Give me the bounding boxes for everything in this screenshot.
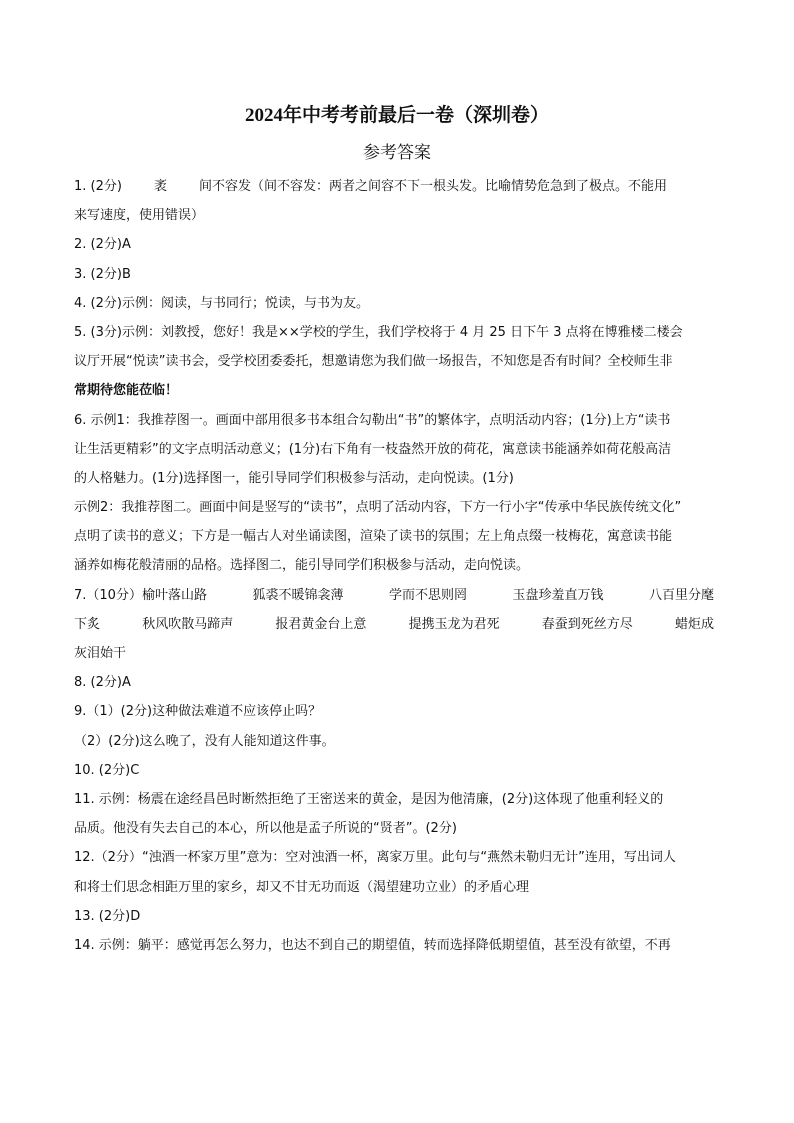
answer-1-line-2: 来写速度，使用错误）: [74, 208, 205, 224]
answer-1-label: 1. (2分): [74, 179, 122, 194]
poem-line: 蜡炬成: [674, 616, 714, 632]
answer-6-line-2: 让生活更精彩”的文字点明活动意义；(1分)右下角有一枝盎然开放的荷花，寓意读书能涵养如荷花般高洁: [74, 441, 672, 457]
page-title: 2024年中考考前最后一卷（深圳卷）: [244, 105, 549, 126]
answer-1-line-1: [74, 172, 724, 201]
answer-7-row-3: 灰泪始干: [74, 646, 127, 661]
poem-line: 玉盘珍羞直万钱: [512, 587, 604, 603]
answer-13: 13. (2分)D: [74, 908, 141, 924]
answer-10: 10. (2分)C: [74, 762, 140, 778]
answer-6-line-6: 涵养如梅花般清丽的品格。选择图二，能引导同学们积极参与活动，走向悦读。: [74, 558, 530, 574]
poem-line: 下炙: [74, 616, 101, 632]
answer-11-line-2: 品质。他没有失去自己的本心，所以他是孟子所说的“贤者”。(2分): [74, 821, 457, 837]
answer-6-line-5: 点明了读书的意义；下方是一幅古人对坐诵读图，渲染了读书的氛围；左上角点缀一枝梅花，寓意读书能: [74, 529, 673, 545]
poem-line: 八百里分麾: [648, 587, 714, 603]
answer-3: 3. (2分)B: [74, 266, 131, 282]
answer-7-row-1: [74, 581, 714, 610]
poem-line: 报君黄金台上意: [275, 616, 367, 632]
answer-12-line-2: 和将士们思念相距万里的家乡，却又不甘无功而返（渴望建功立业）的矛盾心理: [74, 879, 530, 895]
answer-5-line-3: 常期待您能莅临！: [74, 383, 179, 399]
answer-12-line-1: 12.（2分）“浊酒一杯家万里”意为：空对浊酒一杯，离家万里。此句与“燕然未勒归无计”连用，写出词人: [74, 850, 676, 866]
answer-list: [74, 172, 724, 960]
answer-8: 8. (2分)A: [74, 675, 131, 691]
answer-5-line-1: 5. (3分)示例：刘教授，您好！我是××学校的学生，我们学校将于 4 月 25 日下午 3 点将在博雅楼二楼会: [74, 324, 683, 340]
poem-line: 提携玉龙为君死: [408, 616, 500, 632]
poem-line: 春蚕到死丝方尽: [541, 616, 633, 632]
answer-2: 2. (2分)A: [74, 237, 131, 253]
answer-7-row-2: [74, 610, 714, 639]
answer-6-line-1: 6. 示例1：我推荐图一。画面中部用很多书本组合勾勒出“书”的繁体字，点明活动内容；(1分)上方“读书: [74, 412, 671, 428]
poem-line: 秋风吹散马蹄声: [142, 616, 234, 632]
answer-1-word: 袤: [153, 179, 167, 194]
answer-14-line-1: 14. 示例：躺平：感觉再怎么努力，也达不到自己的期望值，转而选择降低期望值，甚至没有欲望，不再: [74, 937, 671, 953]
poem-line: 狐裘不暖锦衾薄: [252, 587, 344, 603]
answer-9-part-1: 9.（1）(2分)这种做法难道不应该停止吗？: [74, 704, 322, 720]
answer-9-part-2: （2）(2分)这么晚了，没有人能知道这件事。: [74, 733, 335, 749]
page-subtitle: 参考答案: [363, 143, 431, 163]
answer-1-text: 间不容发（间不容发：两者之间容不下一根头发。比喻情势危急到了极点。不能用: [198, 179, 667, 194]
answer-4: 4. (2分)示例：阅读，与书同行；悦读，与书为友。: [74, 295, 369, 311]
poem-line: 7.（10分）榆叶落山路: [74, 587, 207, 603]
answer-11-line-1: 11. 示例：杨震在途经昌邑时断然拒绝了王密送来的黄金，是因为他清廉，(2分)这体现了他重利轻义的: [74, 791, 664, 807]
answer-5-line-2: 议厅开展“悦读”读书会，受学校团委委托，想邀请您为我们做一场报告，不知您是否有时间？全校师生非: [74, 354, 673, 370]
answer-6-line-3: 的人格魅力。(1分)选择图一，能引导同学们积极参与活动，走向悦读。(1分): [74, 470, 514, 486]
poem-line: 学而不思则罔: [388, 587, 467, 603]
answer-6-line-4: 示例2：我推荐图二。画面中间是竖写的“读书”，点明了活动内容，下方一行小字“传承中华民族传统文化”: [74, 500, 682, 516]
